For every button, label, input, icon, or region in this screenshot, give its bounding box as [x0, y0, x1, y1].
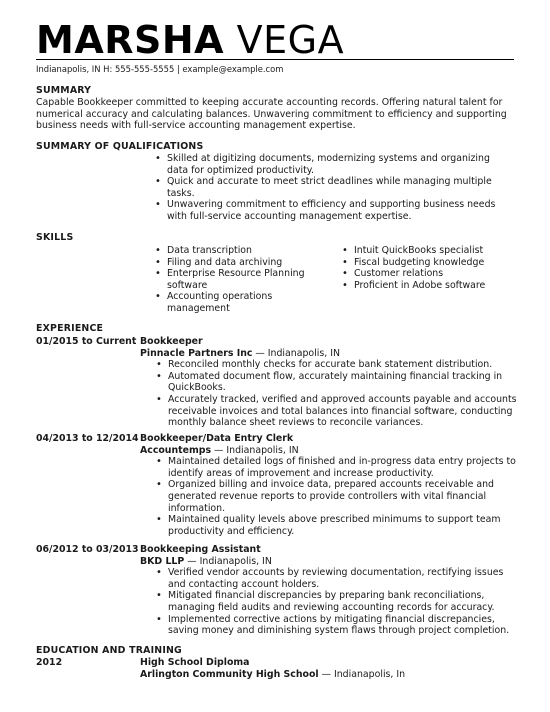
list-item: • Proficient in Adobe software — [340, 280, 520, 292]
experience-heading: EXPERIENCE — [36, 323, 104, 334]
list-item: • Data transcription — [153, 245, 323, 257]
company-location: — Indianapolis, IN — [252, 347, 340, 359]
job-title: Bookkeeping Assistant — [140, 544, 261, 555]
company-name: BKD LLP — [140, 555, 185, 567]
list-item: • Implemented corrective actions by mitigating financial discrepancies, saving money and diminishing system flaws through project completion. — [154, 614, 520, 637]
list-item: • Automated document flow, accurately maintaining financial tracking in QuickBooks. — [154, 371, 520, 394]
job-entry — [140, 544, 520, 637]
skills-heading: SKILLS — [36, 232, 74, 243]
list-item: • Filing and data archiving — [153, 257, 323, 269]
job-entry — [140, 433, 520, 537]
list-item: • Fiscal budgeting knowledge — [340, 257, 520, 269]
degree: High School Diploma — [140, 657, 250, 668]
company-name: Accountemps — [140, 444, 212, 456]
job-bullets — [154, 567, 520, 637]
list-item: • Verified vendor accounts by reviewing documentation, rectifying issues and contacting account holders. — [154, 567, 520, 590]
school-location: — Indianapolis, In — [318, 668, 406, 680]
job-title: Bookkeeper/Data Entry Clerk — [140, 433, 294, 444]
qualifications-list — [153, 153, 513, 223]
list-item: • Intuit QuickBooks specialist — [340, 245, 520, 257]
list-item: • Accounting operations management — [153, 291, 323, 314]
skills-list-right — [340, 245, 520, 291]
list-item: • Maintained quality levels above prescribed minimums to support team productivity and efficiency. — [154, 514, 520, 537]
contact-info: Indianapolis, IN H: 555-555-5555 | example@example.com — [36, 64, 284, 74]
list-item: • Quick and accurate to meet strict deadlines while managing multiple tasks. — [153, 176, 513, 199]
job-dates: 04/2013 to 12/2014 — [36, 433, 139, 444]
summary-text: Capable Bookkeeper committed to keeping accurate accounting records. Offering natural talent for numerical accuracy and calculating balances. Unwavering commitment to efficiency and supporting business needs with full-service accounting management expertise. — [36, 97, 507, 132]
company-location: — Indianapolis, IN — [211, 444, 299, 456]
education-entry — [140, 657, 520, 680]
list-item: • Reconciled monthly checks for accurate bank statement distribution. — [154, 359, 520, 371]
company-location: — Indianapolis, IN — [184, 555, 272, 567]
job-dates: 06/2012 to 03/2013 — [36, 544, 139, 555]
job-dates: 01/2015 to Current — [36, 336, 137, 347]
job-bullets — [154, 456, 520, 537]
list-item: • Maintained detailed logs of finished and in-progress data entry projects to identify areas of improvement and increase productivity. — [154, 456, 520, 479]
last-name: VEGA — [236, 18, 345, 62]
list-item: • Unwavering commitment to efficiency and supporting business needs with full-service accounting management expertise. — [153, 199, 513, 222]
company-name: Pinnacle Partners Inc — [140, 347, 253, 359]
list-item: • Organized billing and invoice data, prepared accounts receivable and generated revenue reports to provide controllers with vital financial information. — [154, 479, 520, 514]
qualifications-heading: SUMMARY OF QUALIFICATIONS — [36, 141, 204, 152]
job-title: Bookkeeper — [140, 336, 203, 347]
list-item: • Accurately tracked, verified and approved accounts payable and accounts receivable invoices and total balances into financial software, conducting monthly balance sheet reviews to reconcile variances. — [154, 394, 520, 429]
job-entry — [140, 336, 520, 429]
list-item: • Skilled at digitizing documents, modernizing systems and organizing data for optimized productivity. — [153, 153, 513, 176]
list-item: • Mitigated financial discrepancies by preparing bank reconciliations, managing field audits and reviewing accounting records for accuracy. — [154, 590, 520, 613]
school-name: Arlington Community High School — [140, 668, 319, 680]
education-year: 2012 — [36, 657, 63, 668]
summary-heading: SUMMARY — [36, 85, 92, 96]
header-divider — [36, 59, 514, 60]
first-name: MARSHA — [36, 18, 225, 62]
skills-list-left — [153, 245, 323, 315]
job-bullets — [154, 359, 520, 429]
candidate-name — [36, 20, 344, 60]
list-item: • Customer relations — [340, 268, 520, 280]
education-heading: EDUCATION AND TRAINING — [36, 645, 182, 656]
list-item: • Enterprise Resource Planning software — [153, 268, 323, 291]
